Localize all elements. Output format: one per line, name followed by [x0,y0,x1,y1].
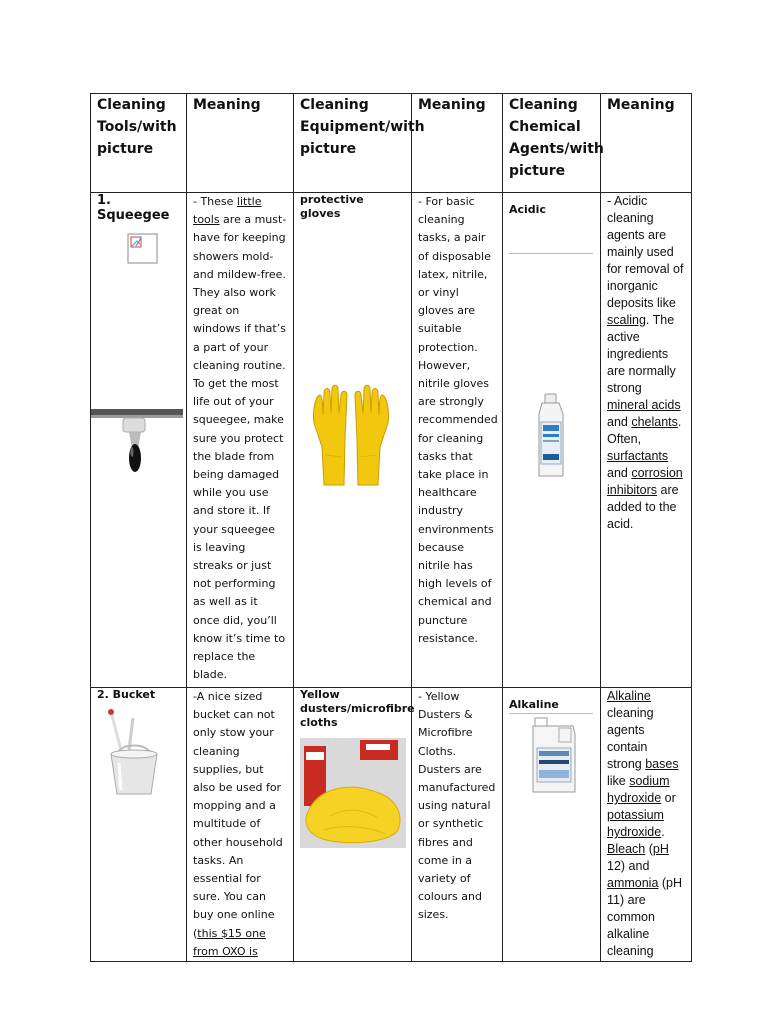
header-meaning-2: Meaning [418,97,486,113]
cleaning-table [90,93,692,962]
equipment-meaning-cell [412,193,503,688]
text-span: . The active ingredients are normally strong [607,313,676,395]
little-tools-link[interactable]: little tools [193,195,262,227]
tool-label-squeegee: 1. Squeegee [97,193,170,223]
scaling-link[interactable]: scaling [607,313,646,327]
tool-meaning-cell [187,193,294,688]
bucket-image [99,708,163,800]
header-cell [503,94,604,193]
text-span: . [661,825,665,839]
table-row [91,193,692,688]
oxo-bucket-link[interactable]: this $15 one from OXO is [193,926,266,958]
text-span: and [607,415,632,429]
bucket-description [193,688,287,961]
text-span: (pH 11) are common alkaline cleaning [607,876,683,958]
text-span: - Acidic cleaning agents are mainly used for removal of inorganic deposits like [607,194,684,310]
bleach-link[interactable]: Bleach [607,842,646,856]
chemical-cell [503,688,601,962]
text-span: and [607,466,632,480]
header-cell [601,94,692,193]
divider [509,253,593,254]
text-span: . Often, [607,415,682,446]
chemical-cell [503,193,601,688]
chemical-meaning-cell [601,688,692,962]
header-chemical: Cleaning Chemical Agents/with picture [509,97,604,179]
squeegee-image [91,405,181,495]
acidic-description [607,193,685,533]
alkaline-jug-image [531,718,577,794]
chemical-label-acidic: Acidic [509,203,546,216]
header-row [91,94,692,193]
dusters-description: - Yellow Dusters & Microfibre Cloths. Dusters are manufactured using natural or synthetic fibres and come in a variety of colours and sizes. [418,690,496,922]
sodium-hydroxide-link[interactable]: sodium hydroxide [607,774,670,805]
squeegee-description [193,193,287,684]
text-span: like [607,774,630,788]
surfactants-link[interactable]: surfactants [607,449,669,463]
table-row [91,688,692,962]
bases-link[interactable]: bases [645,757,679,771]
alkaline-link[interactable]: Alkaline [607,689,651,703]
equipment-cell [294,688,415,962]
ammonia-link[interactable]: ammonia [607,876,659,890]
yellow-cloth-image [300,738,406,848]
yellow-gloves-image [306,385,396,493]
tool-meaning-cell [187,688,294,962]
gloves-description: - For basic cleaning tasks, a pair of disposable latex, nitrile, or vinyl gloves are suitable protection. However, nitrile gloves are strongly recommended for cleaning tasks that take place in healthcare industry environments because nitrile has high levels of chemical and puncture resistance. [418,195,498,645]
text-span: ( [645,842,653,856]
acid-bottle-image [531,394,571,480]
potassium-hydroxide-link[interactable]: potassium hydroxide [607,808,664,839]
chemical-meaning-cell [601,193,692,688]
equipment-label-gloves: protective gloves [300,193,364,220]
header-cell [294,94,425,193]
header-equipment: Cleaning Equipment/with picture [300,97,425,157]
corrosion-inhibitors-link[interactable]: corrosion inhibitors [607,466,683,497]
ph-link[interactable]: pH [652,842,669,856]
tool-cell [91,688,187,962]
alkaline-description [607,688,685,960]
mineral-acids-link[interactable]: mineral acids [607,398,681,412]
text-span: -A nice sized bucket can not only stow your cleaning supplies, but also be used for mopping and a multitude of other household tasks. An essential for sure. You can buy one online ( [193,690,283,940]
header-meaning-1: Meaning [193,97,261,113]
header-cell [187,94,294,193]
text-span: 12) and [607,859,650,873]
header-tools: Cleaning Tools/with picture [97,97,177,157]
tool-label-bucket: 2. Bucket [97,688,156,701]
text-span: cleaning agents contain strong [607,706,654,771]
equipment-meaning-cell [412,688,503,962]
text-span: are a must-have for keeping showers mold- and mildew-free. They also work great on windows if that’s a part of your cleaning routine. To get the most life out of your squeegee, make sure you protect the blade from being damaged while you use and store it. If your squeegee is leaving streaks or just not performing as well as it once did, you’ll know it’s time to replace the blade. [193,213,287,682]
broken-image-icon [127,233,159,265]
text-span: are added to the acid. [607,483,679,531]
chelants-link[interactable]: chelants [631,415,678,429]
text-span: or [661,791,676,805]
equipment-cell [294,193,412,688]
header-cell [91,94,187,193]
chemical-label-alkaline: Alkaline [509,698,593,714]
header-meaning-3: Meaning [607,97,675,113]
equipment-label-dusters: Yellow dusters/microfibre cloths [300,688,415,729]
tool-cell [91,193,187,688]
text-span: - These [193,195,237,208]
header-cell [412,94,503,193]
